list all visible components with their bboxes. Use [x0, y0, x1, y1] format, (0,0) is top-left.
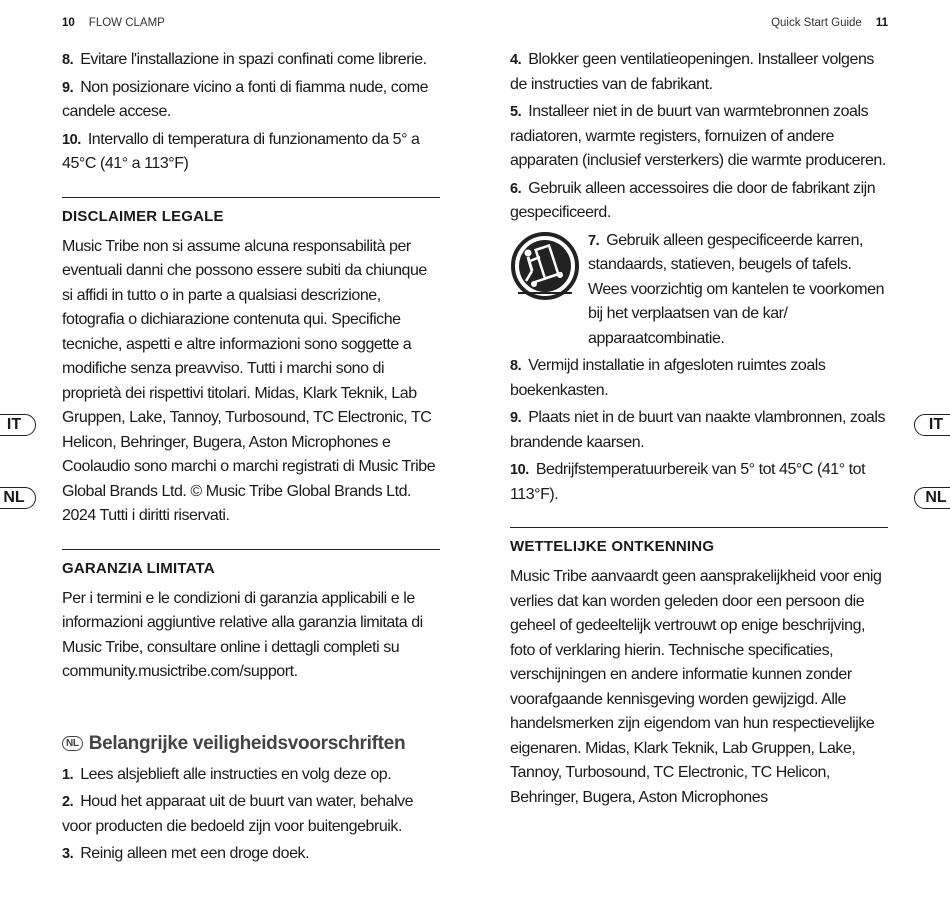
- list-item: [510, 458, 888, 507]
- item-number: 10.: [510, 462, 529, 478]
- safety-section-title: [62, 733, 440, 755]
- list-item: [510, 177, 888, 226]
- right-column: [510, 48, 888, 810]
- disclaimer-heading: WETTELIJKE ONTKENNING: [510, 538, 715, 555]
- product-title: FLOW CLAMP: [88, 17, 165, 29]
- list-item: [62, 790, 440, 839]
- list-item: [62, 128, 440, 177]
- tab-label: NL: [3, 489, 25, 506]
- tab-label: NL: [925, 489, 947, 506]
- list-item: [62, 842, 440, 867]
- item-text: Evitare l'installazione in spazi confinati come librerie.: [80, 51, 427, 68]
- page-header-left: [62, 17, 165, 29]
- guide-title: Quick Start Guide: [771, 17, 862, 29]
- cart-tip-over-warning-icon: [510, 231, 580, 301]
- language-tab-nl-left[interactable]: [0, 487, 36, 509]
- list-item: [510, 48, 888, 97]
- item-text: Non posizionare vicino a fonti di fiamma nude, come candele accese.: [62, 78, 429, 120]
- language-badge-nl: NL: [62, 736, 83, 751]
- item-text: Bedrijfstemperatuurbereik van 5° tot 45°C (41° tot 113°F).: [510, 461, 866, 503]
- item-number: 9.: [510, 410, 522, 426]
- list-item: [62, 48, 440, 73]
- item-number: 7.: [588, 232, 600, 249]
- list-item: [510, 100, 888, 174]
- item-text: Vermijd installatie in afgesloten ruimtes zoals boekenkasten.: [510, 357, 826, 399]
- list-item: [62, 76, 440, 125]
- item-text: Lees alsjeblieft alle instructies en volg deze op.: [80, 765, 392, 783]
- disclaimer-body: Music Tribe non si assume alcuna responsabilità per eventuali danni che possono essere subiti da chiunque si affidi in tutto o in parte a qualsiasi descrizione, fotografia o dichiarazione contenuta qui. Specifiche tecniche, aspetti e altre informazioni sono soggette a modifiche senza preavviso. Tutti i marchi sono di proprietà dei rispettivi titolari. Midas, Klark Teknik, Lab Gruppen, Lake, Tannoy, Turbosound, TC Electronic, TC Helicon, Behringer, Bugera, Aston Microphones e Coolaudio sono marchi o marchi registrati di Music Tribe Global Brands Ltd. © Music Tribe Global Brands Ltd. 2024 Tutti i diritti riservati.: [62, 237, 436, 524]
- disclaimer-body: Music Tribe aanvaardt geen aansprakelijkheid voor enig verlies dat kan worden geleden door een persoon die geheel of gedeeltelijk vertrouwt op enige beschrijving, foto of verklaring hierin. Technische specificaties, verschijningen en andere informatie kunnen zonder voorafgaande kennisgeving worden gewijzigd. Alle handelsmerken zijn eigendom van hun respectievelijke eigenaren. Midas, Klark Teknik, Lab Gruppen, Lake, Tannoy, Turbosound, TC Electronic, TC Helicon, Behringer, Bugera, Aston Microphones: [510, 568, 882, 806]
- list-item: [510, 354, 888, 403]
- language-tab-it-right[interactable]: [914, 414, 950, 436]
- item-number: 3.: [62, 846, 74, 862]
- section-divider: [62, 197, 440, 198]
- item-number: 1.: [62, 766, 74, 783]
- page-number-right: 11: [875, 17, 888, 29]
- list-item: [62, 763, 440, 788]
- section-divider: [62, 549, 440, 550]
- tab-label: IT: [6, 416, 22, 433]
- item-text: Installeer niet in de buurt van warmtebronnen zoals radiatoren, warmte registers, fornuizen of andere apparaten (inclusief versterkers) die warmte produceren.: [510, 103, 886, 169]
- page-number-left: 10: [62, 17, 75, 29]
- item-text: Gebruik alleen gespecificeerde karren, standaards, statieven, beugels of tafels. Wees voorzichtig om kantelen te voorkomen bij het verplaatsen van de kar/ apparaatcombinatie.: [588, 231, 885, 347]
- item-text: Reinig alleen met een droge doek.: [80, 845, 310, 862]
- safety-title-text: Belangrijke veiligheidsvoorschriften: [88, 732, 406, 754]
- left-column: [62, 48, 440, 870]
- item-text: Blokker geen ventilatieopeningen. Installeer volgens de instructies van de fabrikant.: [510, 51, 874, 93]
- item-number: 9.: [62, 79, 74, 96]
- list-item: [510, 406, 888, 455]
- item-number: 8.: [62, 52, 74, 68]
- disclaimer-heading: DISCLAIMER LEGALE: [62, 207, 224, 225]
- item-number: 8.: [510, 358, 522, 374]
- language-tab-it-left[interactable]: [0, 414, 36, 436]
- item-text: Intervallo di temperatura di funzionamento da 5° a 45°C (41° a 113°F): [62, 130, 420, 172]
- warranty-heading: GARANZIA LIMITATA: [62, 559, 215, 577]
- cart-warning-item: [510, 229, 888, 352]
- page-header-right: [771, 17, 888, 29]
- item-number: 4.: [510, 52, 522, 68]
- warranty-body: Per i termini e le condizioni di garanzia applicabili e le informazioni aggiuntive relative alla garanzia limitata di Music Tribe, consultare online i dettagli completi su community.musictribe.com/support.: [62, 589, 423, 680]
- tab-label: IT: [928, 416, 944, 433]
- item-text: Houd het apparaat uit de buurt van water, behalve voor producten die bedoeld zijn voor buitengebruik.: [62, 793, 414, 835]
- item-number: 5.: [510, 104, 522, 120]
- item-text: Gebruik alleen accessoires die door de fabrikant zijn gespecificeerd.: [510, 179, 876, 221]
- section-divider: [510, 527, 888, 528]
- item-number: 10.: [62, 131, 81, 148]
- item-text: Plaats niet in de buurt van naakte vlambronnen, zoals brandende kaarsen.: [510, 409, 886, 451]
- item-number: 6.: [510, 180, 522, 197]
- language-tab-nl-right[interactable]: [914, 487, 950, 509]
- item-number: 2.: [62, 794, 74, 810]
